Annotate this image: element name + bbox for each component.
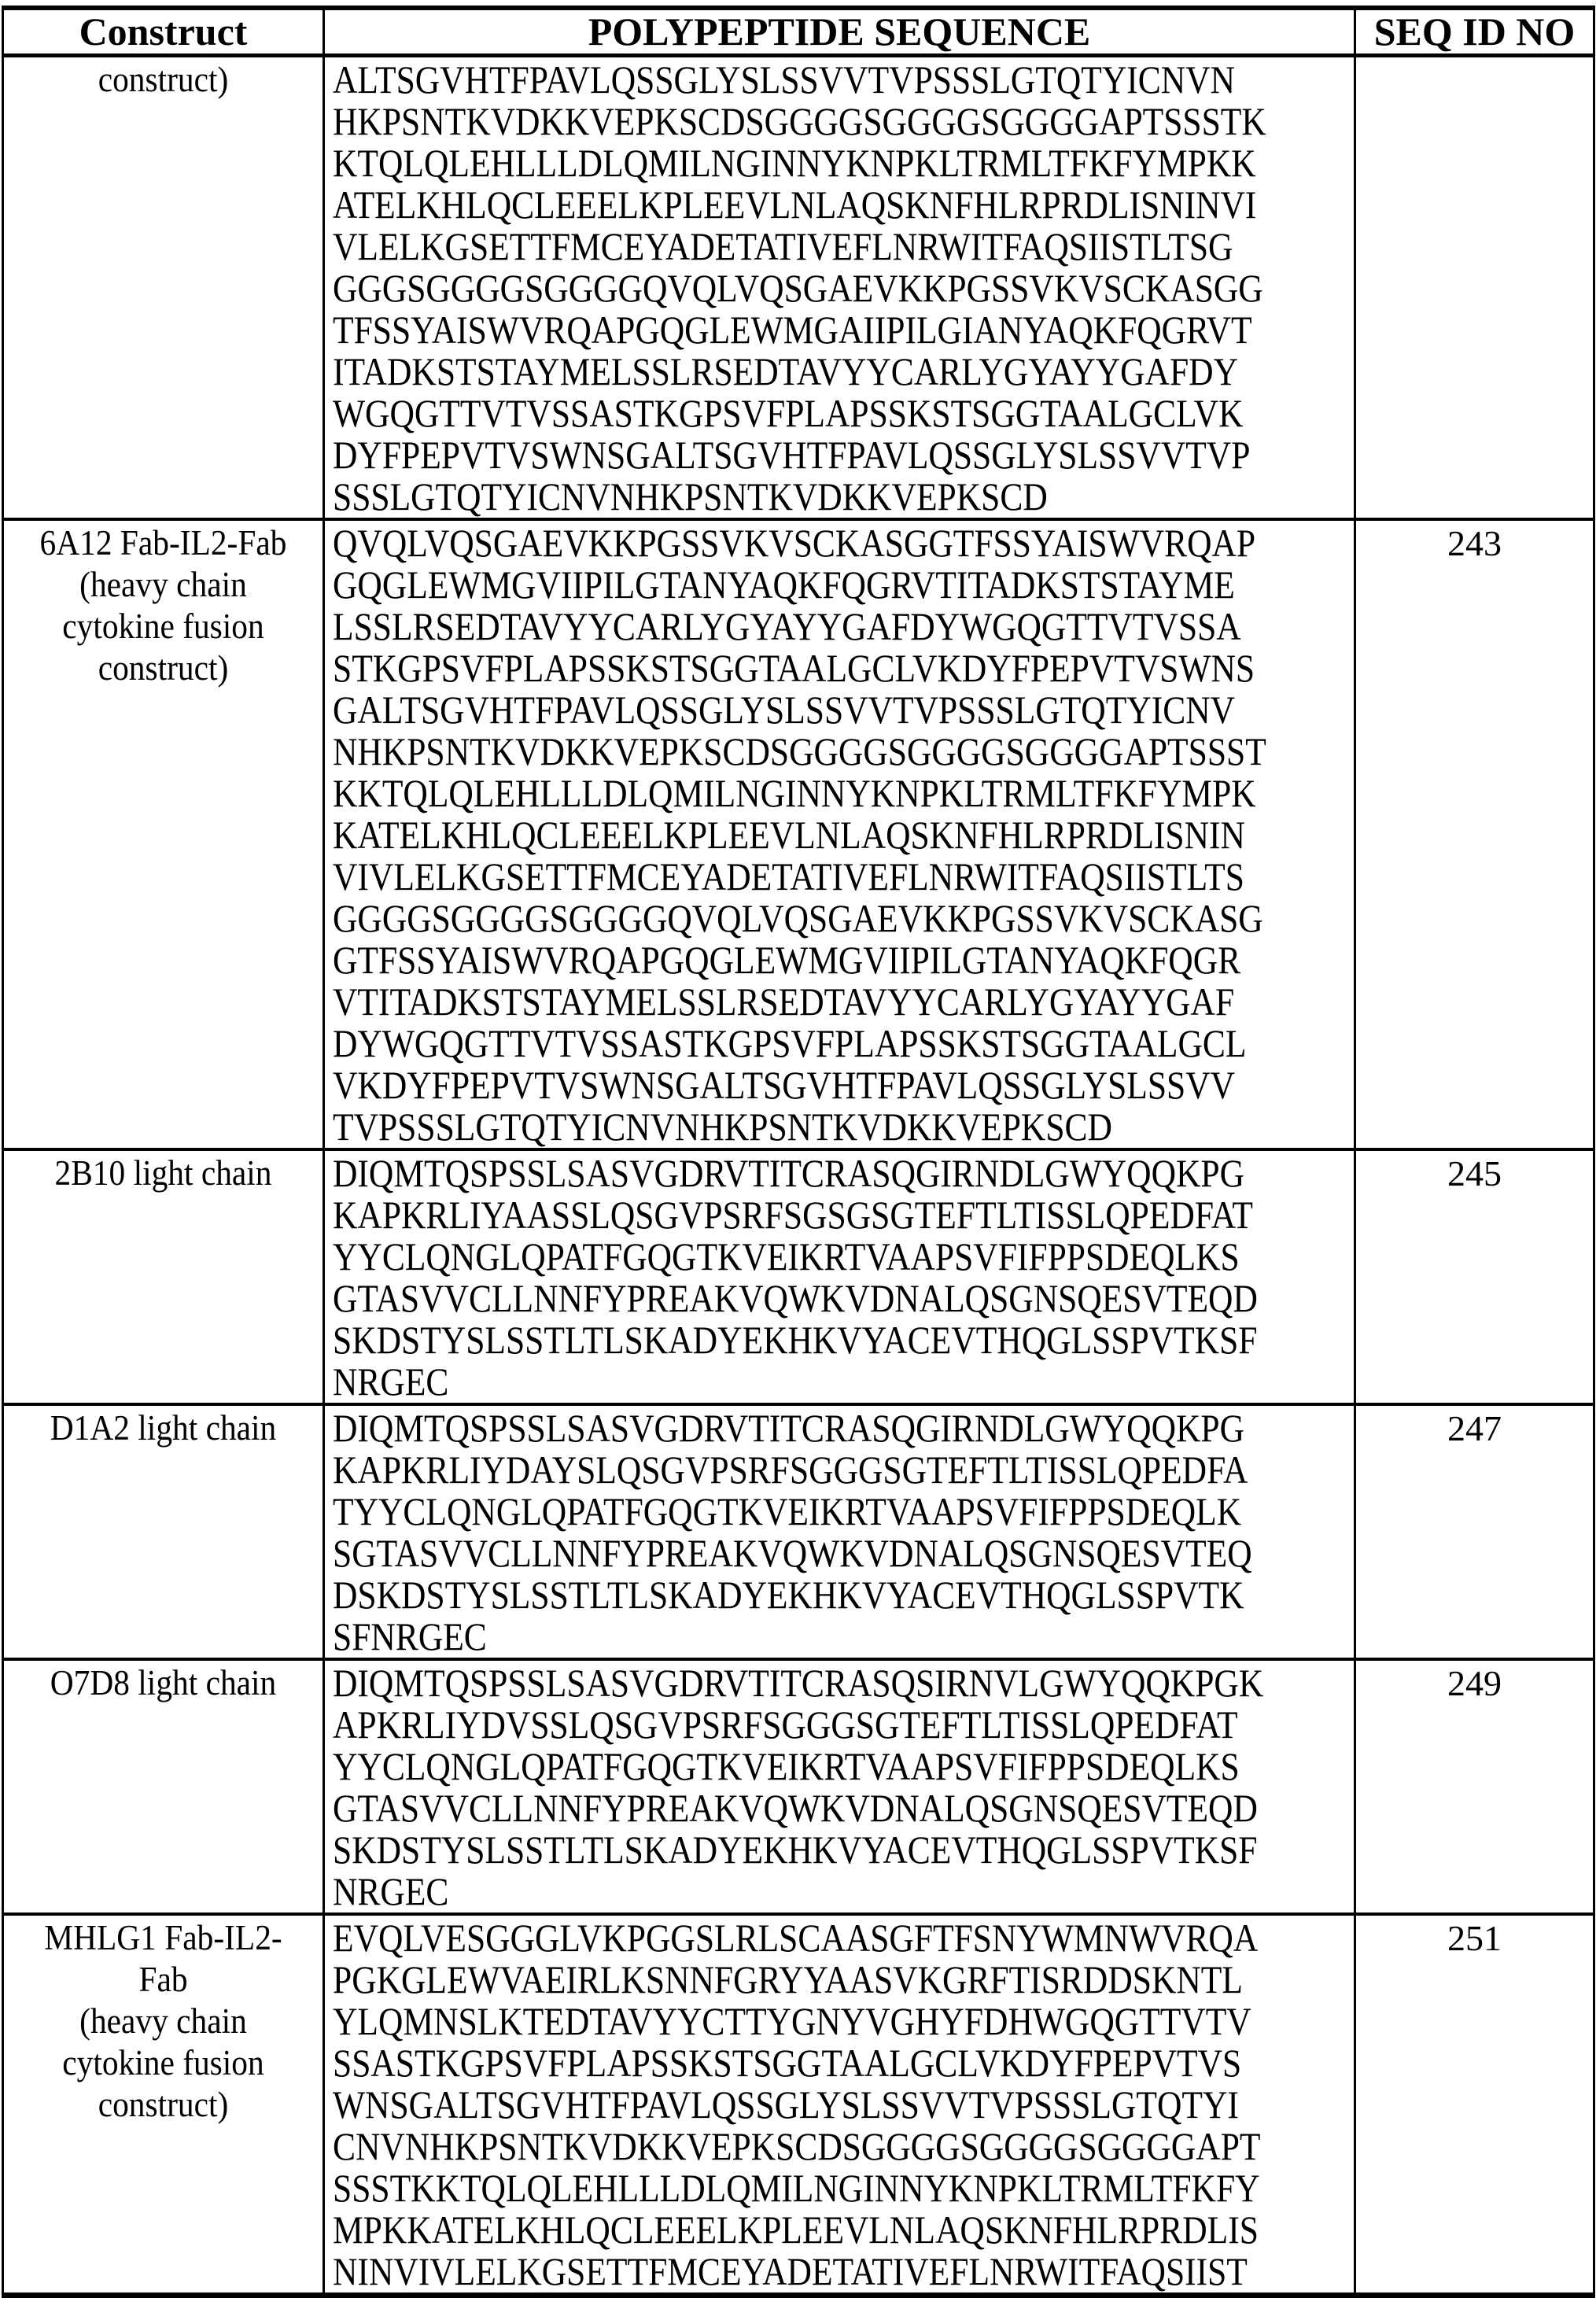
polypeptide-sequence-text: EVQLVESGGGLVKPGGSLRLSCAASGFTFSNYWMNWVRQA PGKGLEWVAEIRLKSNNFGRYYAASVKGRFTISRDDSKNTL YLQMNSLKTEDTAVYYCTTYGNYVGHYFDHWGQGTTVTV SSASTKGPSVFPLAPSSKSTSGGTAALGCLVKDYFPEPVTVS WNSGALTSGVHTFPAVLQSSGLYSLSSVVTVPSSSLGTQTYI CNVNHKPSNTKVDKKVEPKSCDSGGGGSGGGGSGGGGAPT SSSTKKTQLQLEHLLLDLQMILNGINNYKNPKLTRMLTFKFY MPKKATELKHLQCLEEELKPLEEVLNLAQSKNFHLRPRDLIS NINVIVLELKGSETTFMCEYADETATIVEFLNRWITFAQSIIST <box>333 1916 1261 2293</box>
seq-id-value: 247 <box>1447 1408 1502 1448</box>
sequence-cell <box>324 1149 1355 1404</box>
table-row <box>3 1659 1594 1914</box>
polypeptide-sequence-text: ALTSGVHTFPAVLQSSGLYSLSSVVTVPSSSLGTQTYICNVN HKPSNTKVDKKVEPKSCDSGGGGSGGGGSGGGGAPTSSSTK KTQLQLEHLLLDLQMILNGINNYKNPKLTRMLTFKFYMPKK ATELKHLQCLEEELKPLEEVLNLAQSKNFHLRPRDLISNINVI VLELKGSETTFMCEYADETATIVEFLNRWITFAQSIISTLTSG GGGSGGGGSGGGGQVQLVQSGAEVKKPGSSVKVSCKASGG TFSSYAISWVRQAPGQGLEWMGAIIPILGIANYAQKFQGRVT ITADKSTSTAYMELSSLRSEDTAVYYCARLYGYAYYGAFDY WGQGTTVTVSSASTKGPSVFPLAPSSKSTSGGTAALGCLVK DYFPEPVTVSWNSGALTSGVHTFPAVLQSSGLYSLSSVVTVP SSSLGTQTYICNVNHKPSNTKVDKKVEPKSCD <box>333 57 1266 518</box>
sequence-cell <box>324 56 1355 520</box>
seq-id-cell <box>1355 1149 1594 1404</box>
seq-id-cell <box>1355 56 1594 520</box>
polypeptide-sequence-text: DIQMTQSPSSLSASVGDRVTITCRASQGIRNDLGWYQQKPG KAPKRLIYAASSLQSGVPSRFSGSGSGTEFTLTISSLQPEDFAT YYCLQNGLQPATFGQGTKVEIKRTVAAPSVFIFPPSDEQLKS GTASVVCLLNNFYPREAKVQWKVDNALQSGNSQESVTEQD SKDSTYSLSSTLTLSKADYEKHKVYACEVTHQGLSSPVTKSF NRGEC <box>333 1151 1258 1404</box>
sequence-table <box>2 6 1595 2298</box>
polypeptide-sequence-text: DIQMTQSPSSLSASVGDRVTITCRASQGIRNDLGWYQQKPG KAPKRLIYDAYSLQSGVPSRFSGGGSGTEFTLTISSLQPEDFA TYYCLQNGLQPATFGQGTKVEIKRTVAAPSVFIFPPSDEQLK SGTASVVCLLNNFYPREAKVQWKVDNALQSGNSQESVTEQ DSKDSTYSLSSTLTLSKADYEKHKVYACEVTHQGLSSPVTK SFNRGEC <box>333 1406 1252 1658</box>
table-row <box>3 519 1594 1149</box>
construct-label: 6A12 Fab-IL2-Fab (heavy chain cytokine fusion construct) <box>39 523 287 688</box>
table-row <box>3 56 1594 520</box>
seq-id-cell <box>1355 1404 1594 1659</box>
seq-id-value: 243 <box>1447 523 1502 563</box>
sequence-cell <box>324 1659 1355 1914</box>
construct-label: 2B10 light chain <box>54 1153 272 1193</box>
construct-cell <box>3 1404 324 1659</box>
construct-cell <box>3 1149 324 1404</box>
construct-cell <box>3 56 324 520</box>
seq-id-value: 245 <box>1447 1153 1502 1193</box>
construct-cell <box>3 1914 324 2296</box>
table-row <box>3 1404 1594 1659</box>
table-row <box>3 1914 1594 2296</box>
table-body <box>3 56 1594 2296</box>
construct-cell <box>3 1659 324 1914</box>
sequence-cell <box>324 1404 1355 1659</box>
col-header-construct: Construct <box>3 8 324 56</box>
header-row <box>3 8 1594 56</box>
col-header-seq-id-no: SEQ ID NO <box>1355 8 1594 56</box>
construct-label: O7D8 light chain <box>50 1663 277 1702</box>
col-header-polypeptide-sequence: POLYPEPTIDE SEQUENCE <box>324 8 1355 56</box>
table-header <box>3 8 1594 56</box>
table-row <box>3 1149 1594 1404</box>
sequence-cell <box>324 519 1355 1149</box>
seq-id-cell <box>1355 1914 1594 2296</box>
construct-cell <box>3 519 324 1149</box>
seq-id-value: 251 <box>1447 1918 1502 1958</box>
seq-id-value: 249 <box>1447 1663 1502 1703</box>
polypeptide-sequence-text: QVQLVQSGAEVKKPGSSVKVSCKASGGTFSSYAISWVRQAP GQGLEWMGVIIPILGTANYAQKFQGRVTITADKSTSTAYME LSSLRSEDTAVYYCARLYGYAYYGAFDYWGQGTTVTVSSA STKGPSVFPLAPSSKSTSGGTAALGCLVKDYFPEPVTVSWNS GALTSGVHTFPAVLQSSGLYSLSSVVTVPSSSLGTQTYICNV NHKPSNTKVDKKVEPKSCDSGGGGSGGGGSGGGGAPTSSST KKTQLQLEHLLLDLQMILNGINNYKNPKLTRMLTFKFYMPK KATELKHLQCLEEELKPLEEVLNLAQSKNFHLRPRDLISNIN VIVLELKGSETTFMCEYADETATIVEFLNRWITFAQSIISTLTS GGGGSGGGGSGGGGQVQLVQSGAEVKKPGSSVKVSCKASG GTFSSYAISWVRQAPGQGLEWMGVIIPILGTANYAQKFQGR VTITADKSTSTAYMELSSLRSEDTAVYYCARLYGYAYYGAF DYWGQGTTVTVSSASTKGPSVFPLAPSSKSTSGGTAALGCL VKDYFPEPVTVSWNSGALTSGVHTFPAVLQSSGLYSLSSVV TVPSSSLGTQTYICNVNHKPSNTKVDKKVEPKSCD <box>333 521 1266 1149</box>
seq-id-cell <box>1355 519 1594 1149</box>
sequence-cell <box>324 1914 1355 2296</box>
construct-label: construct) <box>98 60 229 99</box>
patent-sequence-table-page <box>0 6 1596 2293</box>
construct-label: MHLG1 Fab-IL2- Fab (heavy chain cytokine fusion construct) <box>44 1918 282 2124</box>
construct-label: D1A2 light chain <box>50 1408 277 1448</box>
polypeptide-sequence-text: DIQMTQSPSSLSASVGDRVTITCRASQSIRNVLGWYQQKPGK APKRLIYDVSSLQSGVPSRFSGGGSGTEFTLTISSLQPEDFAT YYCLQNGLQPATFGQGTKVEIKRTVAAPSVFIFPPSDEQLKS GTASVVCLLNNFYPREAKVQWKVDNALQSGNSQESVTEQD SKDSTYSLSSTLTLSKADYEKHKVYACEVTHQGLSSPVTKSF NRGEC <box>333 1661 1264 1913</box>
seq-id-cell <box>1355 1659 1594 1914</box>
